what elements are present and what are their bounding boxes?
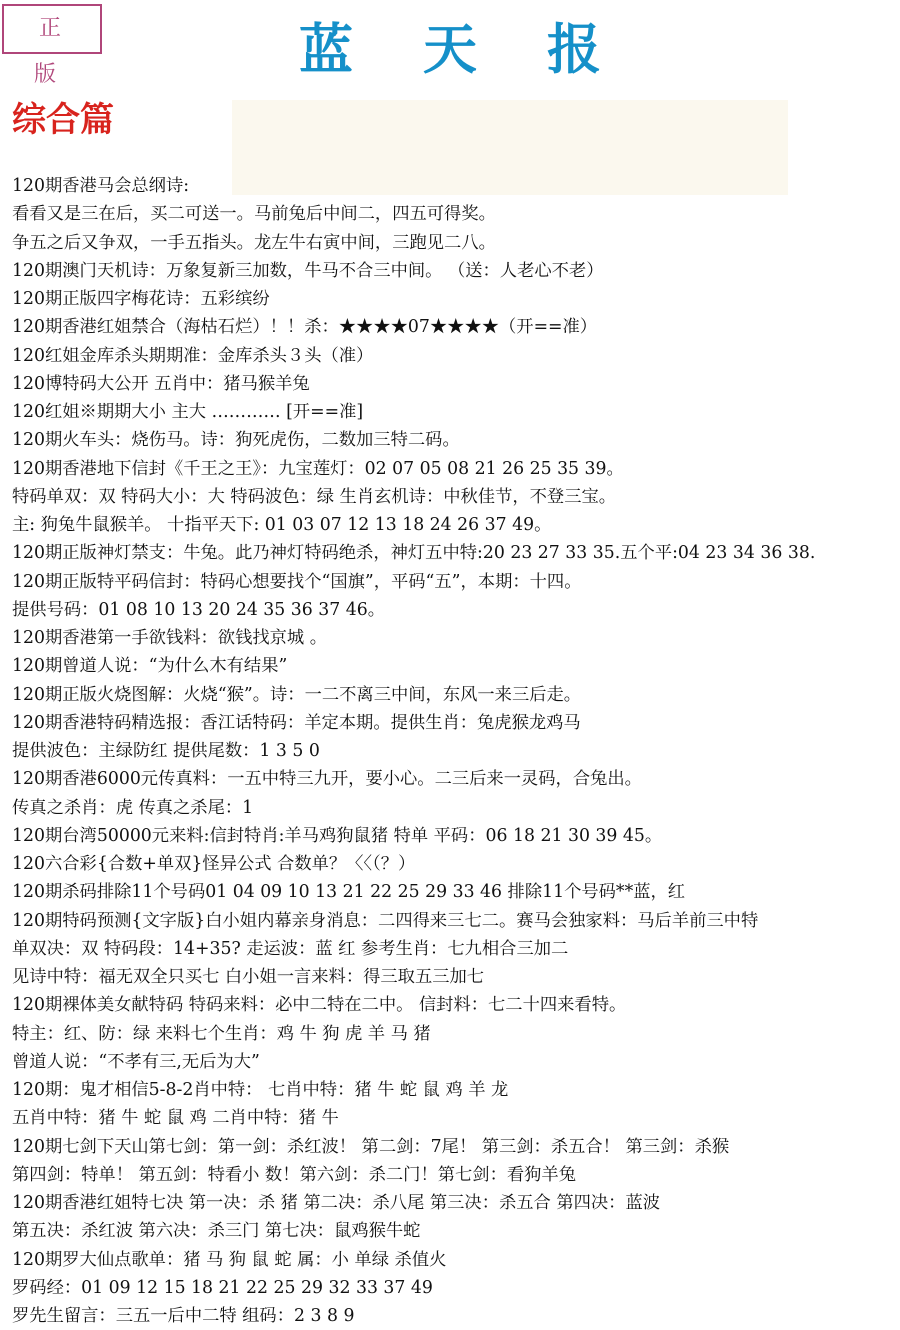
- text-line: 120博特码大公开 五肖中：猪马猴羊兔: [12, 373, 310, 394]
- text-line: 主: 狗兔牛鼠猴羊。 十指平天下: 01 03 07 12 13 18 24 26 37 49。: [12, 515, 552, 535]
- text-line: 120期七剑下天山第七剑：第一剑：杀红波！ 第二剑：7尾！ 第三剑：杀五合！ 第三剑：杀猴: [12, 1136, 730, 1157]
- text-line: 120期特码预测{文字版}白小姐内幕亲身消息：二四得来三七二。赛马会独家料：马后羊前三中特: [12, 910, 759, 931]
- text-line: 单双决：双 特码段：14+35? 走运波：蓝 红 参考生肖：七九相合三加二: [12, 938, 569, 959]
- text-line: 120期香港马会总纲诗:: [12, 176, 190, 196]
- text-line: 提供号码：01 08 10 13 20 24 35 36 37 46。: [12, 599, 386, 620]
- text-line: 见诗中特：福无双全只买七 白小姐一言来料：得三取五三加七: [12, 967, 485, 987]
- text-line: 120红姐金库杀头期期准：金库杀头３头（准）: [12, 345, 374, 366]
- masthead-title: 蓝天报: [299, 17, 671, 81]
- text-line: 120红姐※期期大小 主大 ………… [开==准]: [12, 402, 364, 422]
- text-line: 曾道人说：“不孝有三,无后为大”: [12, 1051, 260, 1072]
- text-line: 特码单双：双 特码大小：大 特码波色：绿 生肖玄机诗：中秋佳节，不登三宝。: [12, 486, 617, 507]
- text-line: 120期正版特平码信封：特码心想要找个“国旗”，平码“五”，本期：十四。: [12, 571, 582, 592]
- text-line: 看看又是三在后，买二可送一。马前兔后中间二，四五可得奖。: [12, 204, 496, 225]
- text-line: 120期火车头：烧伤马。诗：狗死虎伤，二数加三特二码。: [12, 430, 460, 451]
- text-line: 120期香港6000元传真料：一五中特三九开，要小心。二三后来一灵码，合兔出。: [12, 769, 642, 790]
- section-title: 综合篇: [12, 100, 114, 140]
- text-line: 五肖中特：猪 牛 蛇 鼠 鸡 二肖中特：猪 牛: [12, 1108, 339, 1129]
- text-line: 120期台湾50000元来料:信封特肖:羊马鸡狗鼠猪 特单 平码：06 18 21 30 39 45。: [12, 825, 663, 846]
- text-line: 120期香港特码精选报：香江话特码：羊定本期。提供生肖：兔虎猴龙鸡马: [12, 712, 581, 733]
- text-line: 120期正版四字梅花诗：五彩缤纷: [12, 289, 270, 309]
- text-line: 120期香港地下信封《千王之王》：九宝莲灯：02 07 05 08 21 26 25 35 39。: [12, 458, 624, 479]
- content-lines: [12, 172, 898, 1330]
- text-line: 120期香港第一手欲钱料：欲钱找京城 。: [12, 628, 327, 648]
- text-line: 120期曾道人说：“为什么木有结果”: [12, 656, 288, 677]
- text-line: 120期澳门天机诗：万象复新三加数，牛马不合三中间。 （送：人老心不老）: [12, 260, 604, 281]
- text-line: 120期正版火烧图解：火烧“猴”。诗：一二不离三中间，东风一来三后走。: [12, 684, 582, 705]
- text-line: 120期：鬼才相信5-8-2肖中特： 七肖中特：猪 牛 蛇 鼠 鸡 羊 龙: [12, 1080, 509, 1100]
- text-line: 120期香港红姐特七决 第一决：杀 猪 第二决：杀八尾 第三决：杀五合 第四决：蓝波: [12, 1193, 661, 1213]
- text-line: 罗码经：01 09 12 15 18 21 22 25 29 32 33 37 49: [12, 1277, 433, 1298]
- text-line: 提供波色：主绿防红 提供尾数：1 3 5 0: [12, 741, 320, 761]
- text-line: 第四剑：特单！ 第五剑：特看小 数！第六剑：杀二门！第七剑：看狗羊兔: [12, 1164, 576, 1185]
- text-line: 罗先生留言：三五一后中二特 组码：2 3 8 9: [12, 1306, 355, 1326]
- text-line: 120期裸体美女献特码 特码来料：必中二特在二中。 信封料：七二十四来看特。: [12, 995, 627, 1016]
- text-line: 120六合彩{合数+单双}怪异公式 合数单？〈〈（？）: [12, 854, 416, 874]
- text-line: 争五之后又争双，一手五指头。龙左牛右寅中间，三跑见二八。: [12, 232, 496, 253]
- text-line: 120期正版神灯禁支：牛兔。此乃神灯特码绝杀，神灯五中特:20 23 27 33 35.五个平:04 23 34 36 38.: [12, 543, 816, 564]
- text-line: 传真之杀肖：虎 传真之杀尾：1: [12, 797, 254, 818]
- text-line: 第五决：杀红波 第六决：杀三门 第七决：鼠鸡猴牛蛇: [12, 1221, 421, 1242]
- text-line: 120期杀码排除11个号码01 04 09 10 13 21 22 25 29 33 46 排除11个号码**蓝，红: [12, 882, 686, 903]
- text-line: 120期香港红姐禁合（海枯石烂）！！杀：★★★★07★★★★（开==准）: [12, 317, 598, 338]
- edition-badge: 正 版: [2, 4, 102, 54]
- text-line: 120期罗大仙点歌单：猪 马 狗 鼠 蛇 属：小 单绿 杀值火: [12, 1249, 447, 1270]
- text-line: 特主：红、防：绿 来料七个生肖：鸡 牛 狗 虎 羊 马 猪: [12, 1023, 431, 1044]
